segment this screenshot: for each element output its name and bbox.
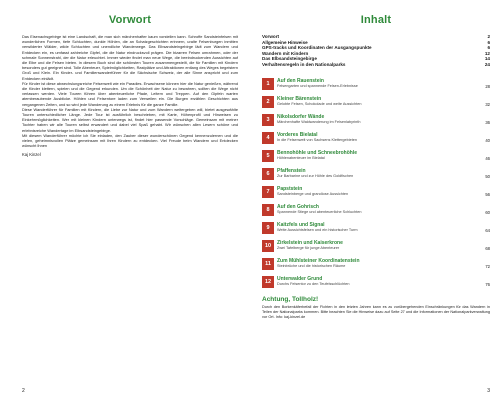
foreword-paragraph: Diese Wanderführer für Familien mit Kindern, die Liebe zur Natur und zum Wandern weitergeben will, bietet ausgewählte Touren unterschiedlicher Länge. Jede Tour ist ausführlich beschrieben, mit Karte, Höhenprofil und Hinweisen zu Einkehrmöglichkeiten. Wer mit kleinen Kindern unterwegs ist, findet hier passende Vorschläge. Gemeinsam mit meiner Tochter haben wir alle Touren selbst erwandert und dabei viel Spaß gehabt. Wir wünschen allen Lesern schöne und erlebnisreiche Wandertage im Elbsandsteingebirge. bbox=[22, 106, 238, 133]
foreword-paragraph: Für Kinder ist diese abwechslungsreiche Felsenwelt wie ein Paradies. Erwachsene können hier die Natur genießen, während die Kinder klettern, spielen und die Gegend erkunden. Um die Schönheit der Natur zu bewahren, sollten die Wege nicht verlassen werden. Viele Touren führen über abenteuerliche Pfade, Leitern und Treppen. Auf den Gipfeln warten atemberaubende Ausblicke. Höhlen und Felsentore laden zum Verweilen ein. Die Burgen erzählen Geschichten aus vergangenen Zeiten, und so wird jede Wanderung zu einem Erlebnis für die ganze Familie. bbox=[22, 80, 238, 107]
tour-title: Kaitzfels und Signal bbox=[277, 221, 325, 228]
tour-number-badge: 2 bbox=[262, 96, 274, 108]
foreword-paragraph: Mit diesem Wanderführer möchte ich Sie einladen, den Zauber dieser wunderschönen Gegend kennenzulernen und die vielen, geheimnisvollen Plätze gemeinsam mit Ihren Kindern zu entdecken. Viel Freude beim Wandern und Entdecken wünscht Ihnen bbox=[22, 132, 238, 149]
tour-page: 60 bbox=[485, 209, 490, 215]
tour-title: Vorderes Bielatal bbox=[277, 131, 318, 138]
tour-subtitle: Weite Aussichtsfelsen und ein historischer Turm bbox=[277, 227, 358, 232]
tour-page: 32 bbox=[485, 101, 490, 107]
tour-subtitle: In die Felsenwelt von Sachsens Klettergebieten bbox=[277, 137, 357, 142]
tour-number-badge: 11 bbox=[262, 258, 274, 270]
toc-entry-label: Verhaltensregeln in den Nationalparks bbox=[262, 61, 346, 67]
page-number-right: 3 bbox=[487, 388, 490, 394]
tour-subtitle: Steinbrüche und die historischen Räume bbox=[277, 263, 346, 268]
toc-entry[interactable] bbox=[262, 62, 490, 68]
tour-title: Zum Mühlsteiner Koordinatenstein bbox=[277, 257, 360, 264]
tour-title: Bennohöhle und Schneebrohöhle bbox=[277, 149, 357, 156]
tour-title: Nikolsdorfer Wände bbox=[277, 113, 325, 120]
tour-subtitle: Höhlenabenteuer im Bielatal bbox=[277, 155, 325, 160]
tour-page: 28 bbox=[485, 83, 490, 89]
tour-number-badge: 9 bbox=[262, 222, 274, 234]
tour-entry[interactable] bbox=[262, 186, 490, 198]
tour-title: Auf den Rauenstein bbox=[277, 77, 324, 84]
tour-title: Auf den Gohrisch bbox=[277, 203, 319, 210]
tour-subtitle-row bbox=[277, 120, 490, 125]
tour-title: Unterwalder Grund bbox=[277, 275, 323, 282]
right-page bbox=[254, 0, 500, 400]
tour-page: 68 bbox=[485, 245, 490, 251]
toc-entry-label: Das Elbsandsteingebirge bbox=[262, 56, 317, 62]
foreword-paragraph: Das Eisenachsgebirge ist eine Landschaft, die man sich märchenhafter kaum vorstellen kann. Schroffe Sandsteinfelsen mit wunderlichen Formen, tiefe Schluchten, dunkle Höhlen, die an Schatzgeschichten erinnern, uralte Felsenburgen inmitten verwilderter Wälder, wilde Schluchten und unendliche Wanderwege. Das Elbsandsteingebirge lädt zum Wandern und Entdecken ein, es umfasst zahlreiche Gipfel, die die Natur eindrucksvoll prägen. Die bizarren Felsen umrahmen, oder der schmale Sonnenstrahl, der die Natur erleuchtet. Immer wieder findet man neue Wege, die beeindruckenden Aussichten auf die Elbe und die Felsen bieten. In diesem Buch sind die schönsten Touren zusammengestellt, die für Familien mit Kindern besonders gut geeignet sind. Tolle Abenteuer, Spielmöglichkeiten, Rastplätze und Attraktionen entlang des Weges begeistern Groß und Klein. Ein Kinder- und Familienwanderführer für die Sächsische Schweiz, der alle Sinne anspricht und zum Entdecken einlädt. bbox=[22, 34, 238, 81]
tour-subtitle-row bbox=[277, 210, 490, 215]
tour-subtitle-row bbox=[277, 156, 490, 161]
tour-subtitle: Gelobte Felsen, Schokolade und weite Aussichten bbox=[277, 101, 362, 106]
toc-entry-label: Allgemeine Hinweise bbox=[262, 39, 308, 45]
tour-entry[interactable] bbox=[262, 240, 490, 252]
tour-number-badge: 3 bbox=[262, 114, 274, 126]
tour-entry[interactable] bbox=[262, 258, 490, 270]
tour-subtitle-row bbox=[277, 174, 490, 179]
tour-title: Papststein bbox=[277, 185, 303, 192]
tour-subtitle: Felsengarten und spannende Felsen-Erlebnisse bbox=[277, 83, 358, 88]
tour-number-badge: 5 bbox=[262, 150, 274, 162]
toc-entry-page: 24 bbox=[484, 61, 490, 67]
tour-number-badge: 8 bbox=[262, 204, 274, 216]
toc-entry-page: 6 bbox=[487, 39, 490, 45]
tour-page: 72 bbox=[485, 263, 490, 269]
toc-entry-label: Wandern mit Kindern bbox=[262, 50, 309, 56]
tour-entry[interactable] bbox=[262, 114, 490, 126]
tour-text bbox=[277, 258, 490, 269]
foreword-text bbox=[22, 34, 238, 369]
tour-subtitle: Zur Barbarine und zur Höhle des Goldfischen bbox=[277, 173, 354, 178]
tour-list bbox=[262, 78, 490, 288]
toc-entry-page: 12 bbox=[484, 50, 490, 56]
tour-text bbox=[277, 204, 490, 215]
tour-number-badge: 6 bbox=[262, 168, 274, 180]
toc-general bbox=[262, 34, 490, 68]
tour-subtitle: Durchs Felsentor zu den Teufelsschlüchten bbox=[277, 281, 350, 286]
tour-number-badge: 10 bbox=[262, 240, 274, 252]
tour-entry[interactable] bbox=[262, 96, 490, 108]
tour-entry[interactable] bbox=[262, 276, 490, 288]
tour-entry[interactable] bbox=[262, 150, 490, 162]
page-number-left: 2 bbox=[22, 388, 25, 394]
tour-page: 56 bbox=[485, 191, 490, 197]
tour-entry[interactable] bbox=[262, 222, 490, 234]
tour-subtitle-row bbox=[277, 192, 490, 197]
tour-subtitle-row bbox=[277, 84, 490, 89]
tour-subtitle-row bbox=[277, 246, 490, 251]
tour-subtitle-row bbox=[277, 282, 490, 287]
tour-subtitle: Zwei Tafelberge für junge Abenteurer bbox=[277, 245, 340, 250]
tour-page: 76 bbox=[485, 281, 490, 287]
tour-entry[interactable] bbox=[262, 78, 490, 90]
tour-text bbox=[277, 168, 490, 179]
page-title-inhalt: Inhalt bbox=[360, 14, 392, 26]
tour-page: 50 bbox=[485, 173, 490, 179]
notice-box bbox=[262, 296, 490, 320]
notice-title: Achtung, Tollholz! bbox=[262, 295, 319, 303]
tour-number-badge: 1 bbox=[262, 78, 274, 90]
tour-subtitle: Sandsteinberge und grandiose Aussichten bbox=[277, 191, 349, 196]
tour-text bbox=[277, 222, 490, 233]
tour-text bbox=[277, 240, 490, 251]
tour-number-badge: 12 bbox=[262, 276, 274, 288]
toc-entry-page: 14 bbox=[484, 56, 490, 62]
toc-entry-label: GPS-tracks und Koordinaten der Ausgangspunkte bbox=[262, 45, 372, 51]
tour-text bbox=[277, 276, 490, 287]
tour-title: Kleiner Bärenstein bbox=[277, 95, 322, 102]
tour-page: 36 bbox=[485, 119, 490, 125]
tour-text bbox=[277, 78, 490, 89]
tour-subtitle-row bbox=[277, 138, 490, 143]
tour-entry[interactable] bbox=[262, 168, 490, 180]
tour-subtitle: Spannende Stiege und abenteuerliche Schluchten bbox=[277, 209, 362, 214]
notice-text: Durch den Borkenkäferbefall der Fichten in den letzten Jahren kann es zu vorübergehenden Einschränkungen für das Wandern in Teilen der Nationalparks kommen. Bitte beachten Sie die Hinweise dazu auf Seite 27 und die Informationen der Nationalparkverwaltung vor Ort. Info: kaj-kinzel.de bbox=[262, 304, 490, 319]
tour-number-badge: 4 bbox=[262, 132, 274, 144]
page-title-vorwort: Vorwort bbox=[108, 14, 152, 26]
tour-subtitle-row bbox=[277, 264, 490, 269]
tour-number-badge: 7 bbox=[262, 186, 274, 198]
tour-text bbox=[277, 186, 490, 197]
toc-entry-page: 2 bbox=[487, 34, 490, 39]
tour-text bbox=[277, 150, 490, 161]
tour-text bbox=[277, 96, 490, 107]
tour-subtitle: Märchenhafte Waldwanderung im Felsenlabyrinth bbox=[277, 119, 361, 124]
tour-text bbox=[277, 132, 490, 143]
tour-title: Pfaffenstein bbox=[277, 167, 306, 174]
tour-entry[interactable] bbox=[262, 132, 490, 144]
toc-entry-page: 6 bbox=[487, 45, 490, 51]
tour-page: 46 bbox=[485, 155, 490, 161]
tour-title: Zirkelstein und Kaiserkrone bbox=[277, 239, 343, 246]
toc-entry-label: Vorwort bbox=[262, 34, 280, 39]
tour-subtitle-row bbox=[277, 102, 490, 107]
signature: Kaj Kinzel bbox=[22, 152, 41, 158]
tour-page: 64 bbox=[485, 227, 490, 233]
tour-subtitle-row bbox=[277, 228, 490, 233]
tour-page: 40 bbox=[485, 137, 490, 143]
tour-entry[interactable] bbox=[262, 204, 490, 216]
tour-text bbox=[277, 114, 490, 125]
